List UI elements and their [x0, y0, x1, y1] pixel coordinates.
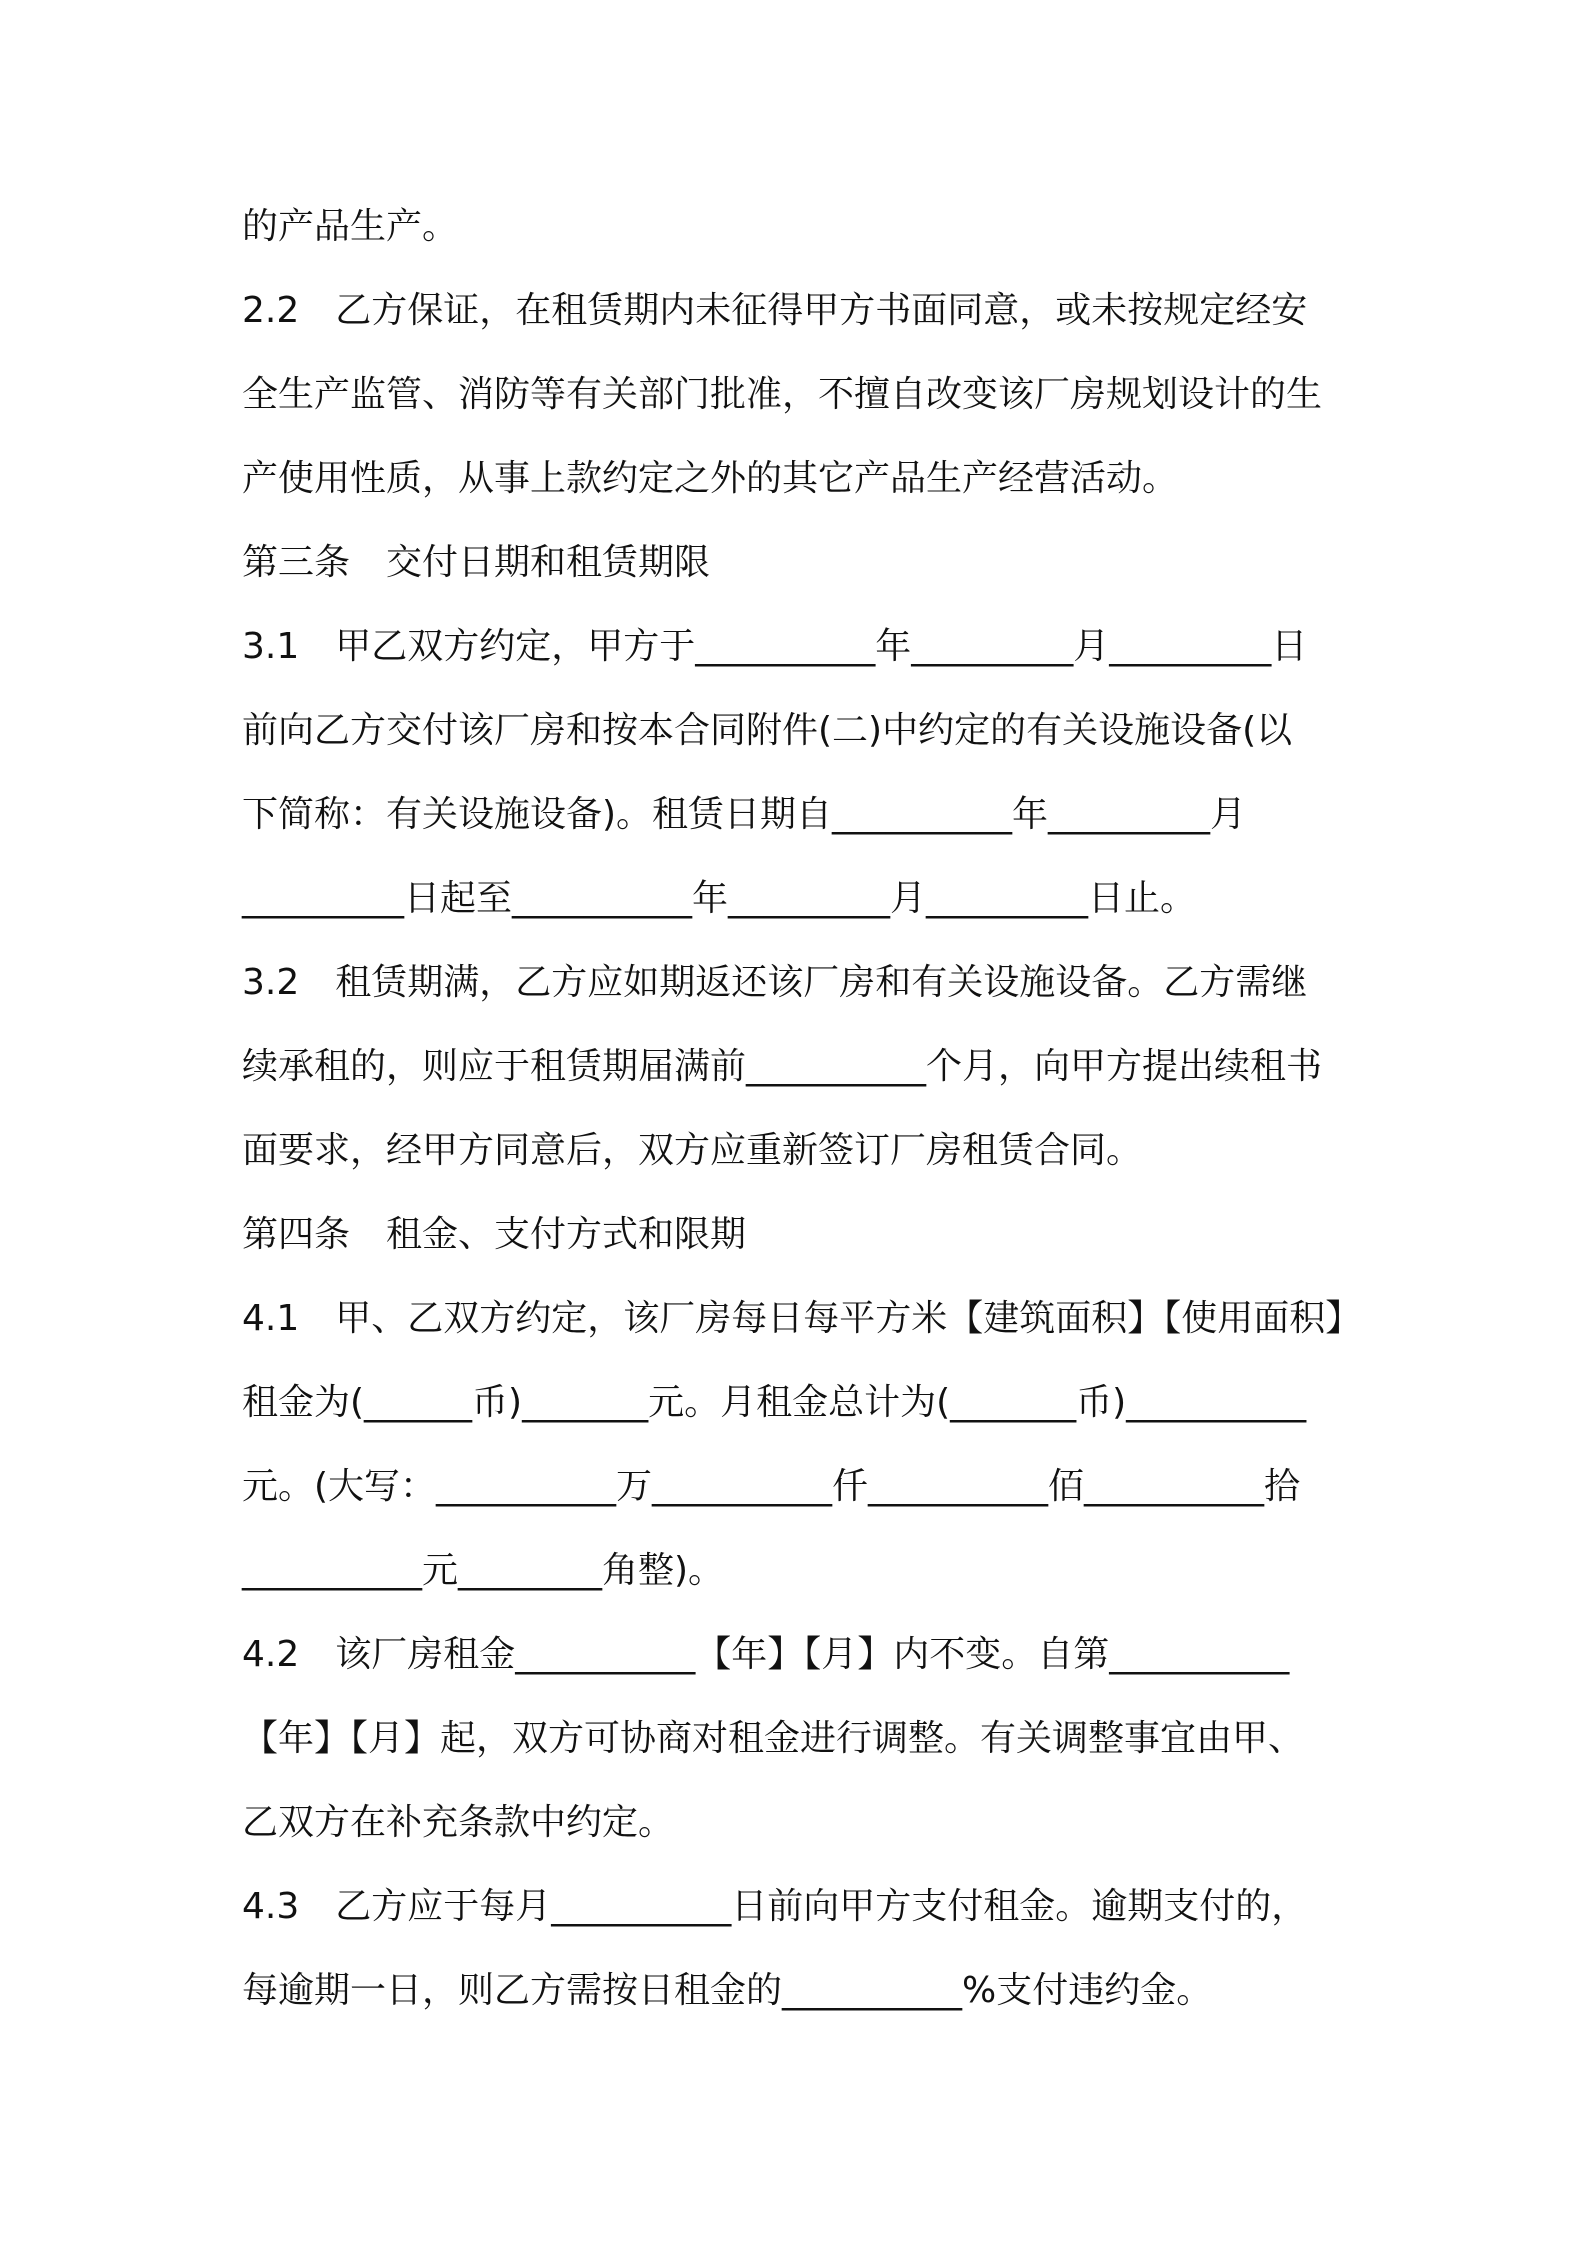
text-line: 租金为(______币)_______元。月租金总计为(_______币)__________	[242, 1382, 1307, 1423]
text-line: 的产品生产。	[242, 206, 459, 247]
text-line: __________元________角整)。	[242, 1550, 725, 1591]
section-heading: 第三条 交付日期和租赁期限	[242, 542, 711, 583]
text-line: 产使用性质，从事上款约定之外的其它产品生产经营活动。	[242, 458, 1179, 499]
text-line: 4.2 该厂房租金__________【年】【月】内不变。自第__________	[242, 1634, 1290, 1675]
text-line: 4.3 乙方应于每月__________日前向甲方支付租金。逾期支付的，	[242, 1886, 1308, 1927]
text-line: 面要求，经甲方同意后，双方应重新签订厂房租赁合同。	[242, 1130, 1143, 1171]
text-line: 3.2 租赁期满，乙方应如期返还该厂房和有关设施设备。乙方需继	[242, 962, 1308, 1003]
text-line: 4.1 甲、乙双方约定，该厂房每日每平方米【建筑面积】【使用面积】	[242, 1298, 1362, 1339]
section-heading: 第四条 租金、支付方式和限期	[242, 1214, 747, 1255]
text-line: 全生产监管、消防等有关部门批准，不擅自改变该厂房规划设计的生	[242, 374, 1323, 415]
text-line: 续承租的，则应于租赁期届满前__________个月，向甲方提出续租书	[242, 1046, 1323, 1087]
text-line: 下简称：有关设施设备)。租赁日期自__________年_________月	[242, 794, 1247, 835]
text-line: 乙双方在补充条款中约定。	[242, 1802, 675, 1843]
text-line: 元。(大写：__________万__________仟__________佰__________拾	[242, 1466, 1301, 1507]
text-line: 每逾期一日，则乙方需按日租金的__________%支付违约金。	[242, 1970, 1213, 2011]
text-line: 2.2 乙方保证，在租赁期内未征得甲方书面同意，或未按规定经安	[242, 290, 1308, 331]
text-line: _________日起至__________年_________月_________日止。	[242, 878, 1197, 919]
text-line: 前向乙方交付该厂房和按本合同附件(二)中约定的有关设施设备(以	[242, 710, 1293, 751]
text-line: 3.1 甲乙双方约定，甲方于__________年_________月_________日	[242, 626, 1308, 667]
text-line: 【年】【月】起，双方可协商对租金进行调整。有关调整事宜由甲、	[242, 1718, 1305, 1759]
